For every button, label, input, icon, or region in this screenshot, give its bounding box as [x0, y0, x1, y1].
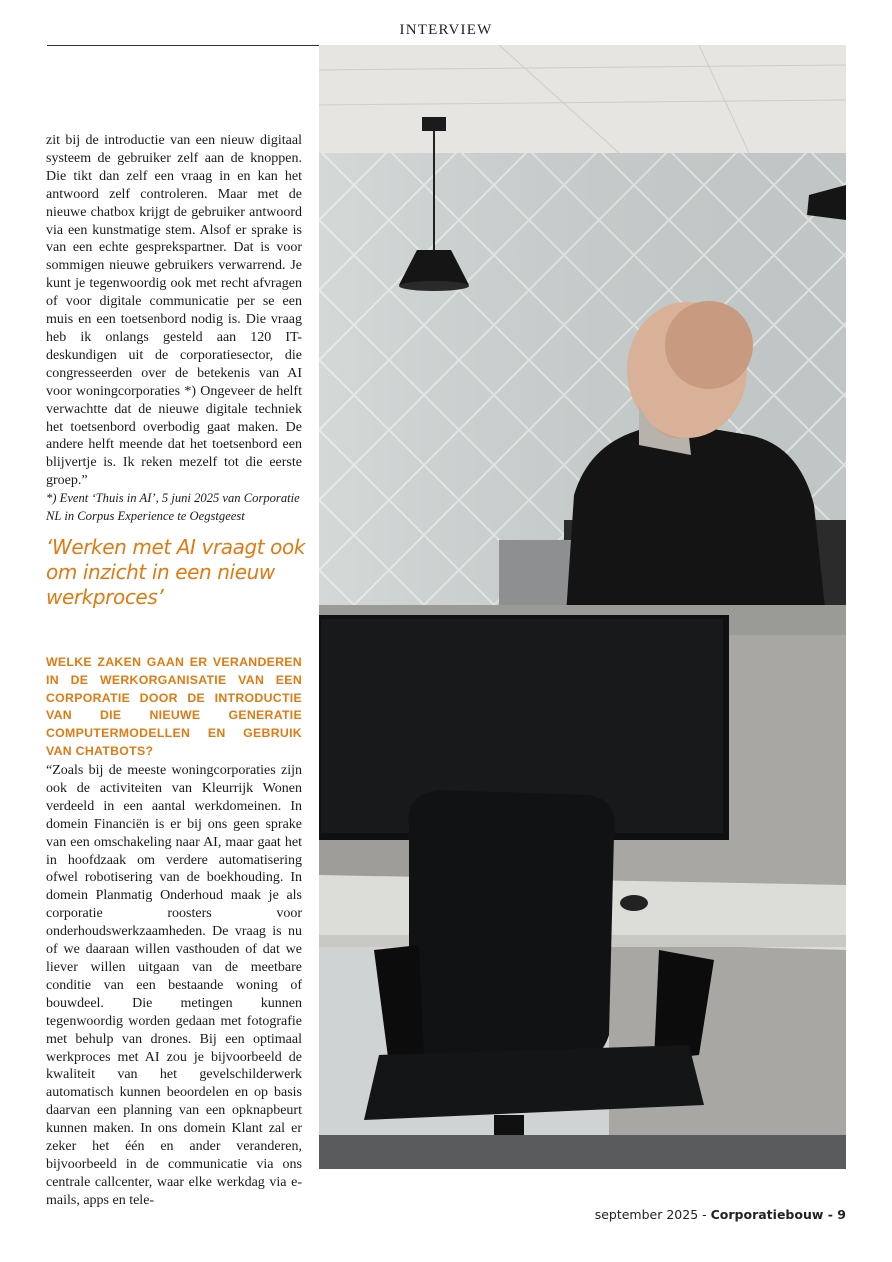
article-column-top [46, 132, 302, 525]
footnote: *) Event ‘Thuis in AI’, 5 juni 2025 van Corporatie NL in Corpus Experience te Oegstgeest [46, 491, 300, 523]
interview-question: WELKE ZAKEN GAAN ER VERANDEREN IN DE WERKORGANISATIE VAN EEN CORPORATIE DOOR DE INTRODUCTIE VAN DIE NIEUWE GENERATIE COMPUTERMODELLEN EN GEBRUIK VAN CHATBOTS? [46, 655, 302, 758]
page-footer [595, 1207, 846, 1222]
section-header: INTERVIEW [399, 22, 493, 38]
pull-quote: ‘Werken met AI vraagt ook om inzicht in een nieuw werkproces’ [46, 535, 306, 609]
footer-date: september 2025 - [594, 1207, 711, 1222]
interview-photo [319, 45, 846, 1169]
answer-paragraph: “Zoals bij de meeste woningcorporaties zijn ook de activiteiten van Kleurrijk Wonen verdeeld in een aantal werkdomeinen. In domein Financiën is er bij ons geen sprake van een omschakeling naar AI, maar gaat het in hoofdzaak om verdere automatisering ofwel robotisering van de boekhouding. In domein Planmatig Onderhoud maak je als corporatie roosters voor onderhoudswerkzaamheden. De vraag is nu of we daaraan willen vasthouden of dat we liever willen uitgaan van de meetbare conditie van een bestaande woning of bouwdeel. Die metingen kunnen tegenwoordig worden gedaan met fotografie met behulp van drones. Bij een optimaal werkproces met AI zou je bijvoorbeeld de kwaliteit van het gevelschilderwerk automatisch kunnen beoordelen en op basis daarvan een planning van een opknapbeurt kunnen maken. In ons domein Klant zal er zeker het één en ander veranderen, bijvoorbeeld in de communicatie via ons centrale callcenter, waar elke werkdag via e-mails, apps en tele- [46, 763, 302, 1208]
body-paragraph-1: zit bij de introductie van een nieuw digitaal systeem de gebruiker zelf aan de knoppen. Die tikt dan zelf een vraag in en kan het antwoord zelf controleren. Maar met de nieuwe chatbox krijgt de gebruiker antwoord via een kunstmatige stem. Alsof er sprake is van een echte gesprekspartner. Dat is voor sommigen nieuwe gebruikers verwarrend. Je kunt je tegenwoordig ook met recht afvragen of voor digitale communicatie per se een muis en een toetsenbord nodig is. Die vraag heb ik onlangs gesteld aan 120 IT-deskundigen uit de corporatiesector, die congresseerden over de betekenis van AI voor woningcorporaties *) Ongeveer de helft verwachtte dat de nieuwe digitale techniek het toetsenbord overbodig gaat maken. De andere helft meende dat het toetsenbord een blijvertje is. Ik reken mezelf tot die eerste groep.” [46, 133, 302, 489]
header-rule [47, 45, 319, 46]
article-column-answer [46, 762, 302, 1210]
footer-magazine: Corporatiebouw - 9 [710, 1207, 846, 1222]
